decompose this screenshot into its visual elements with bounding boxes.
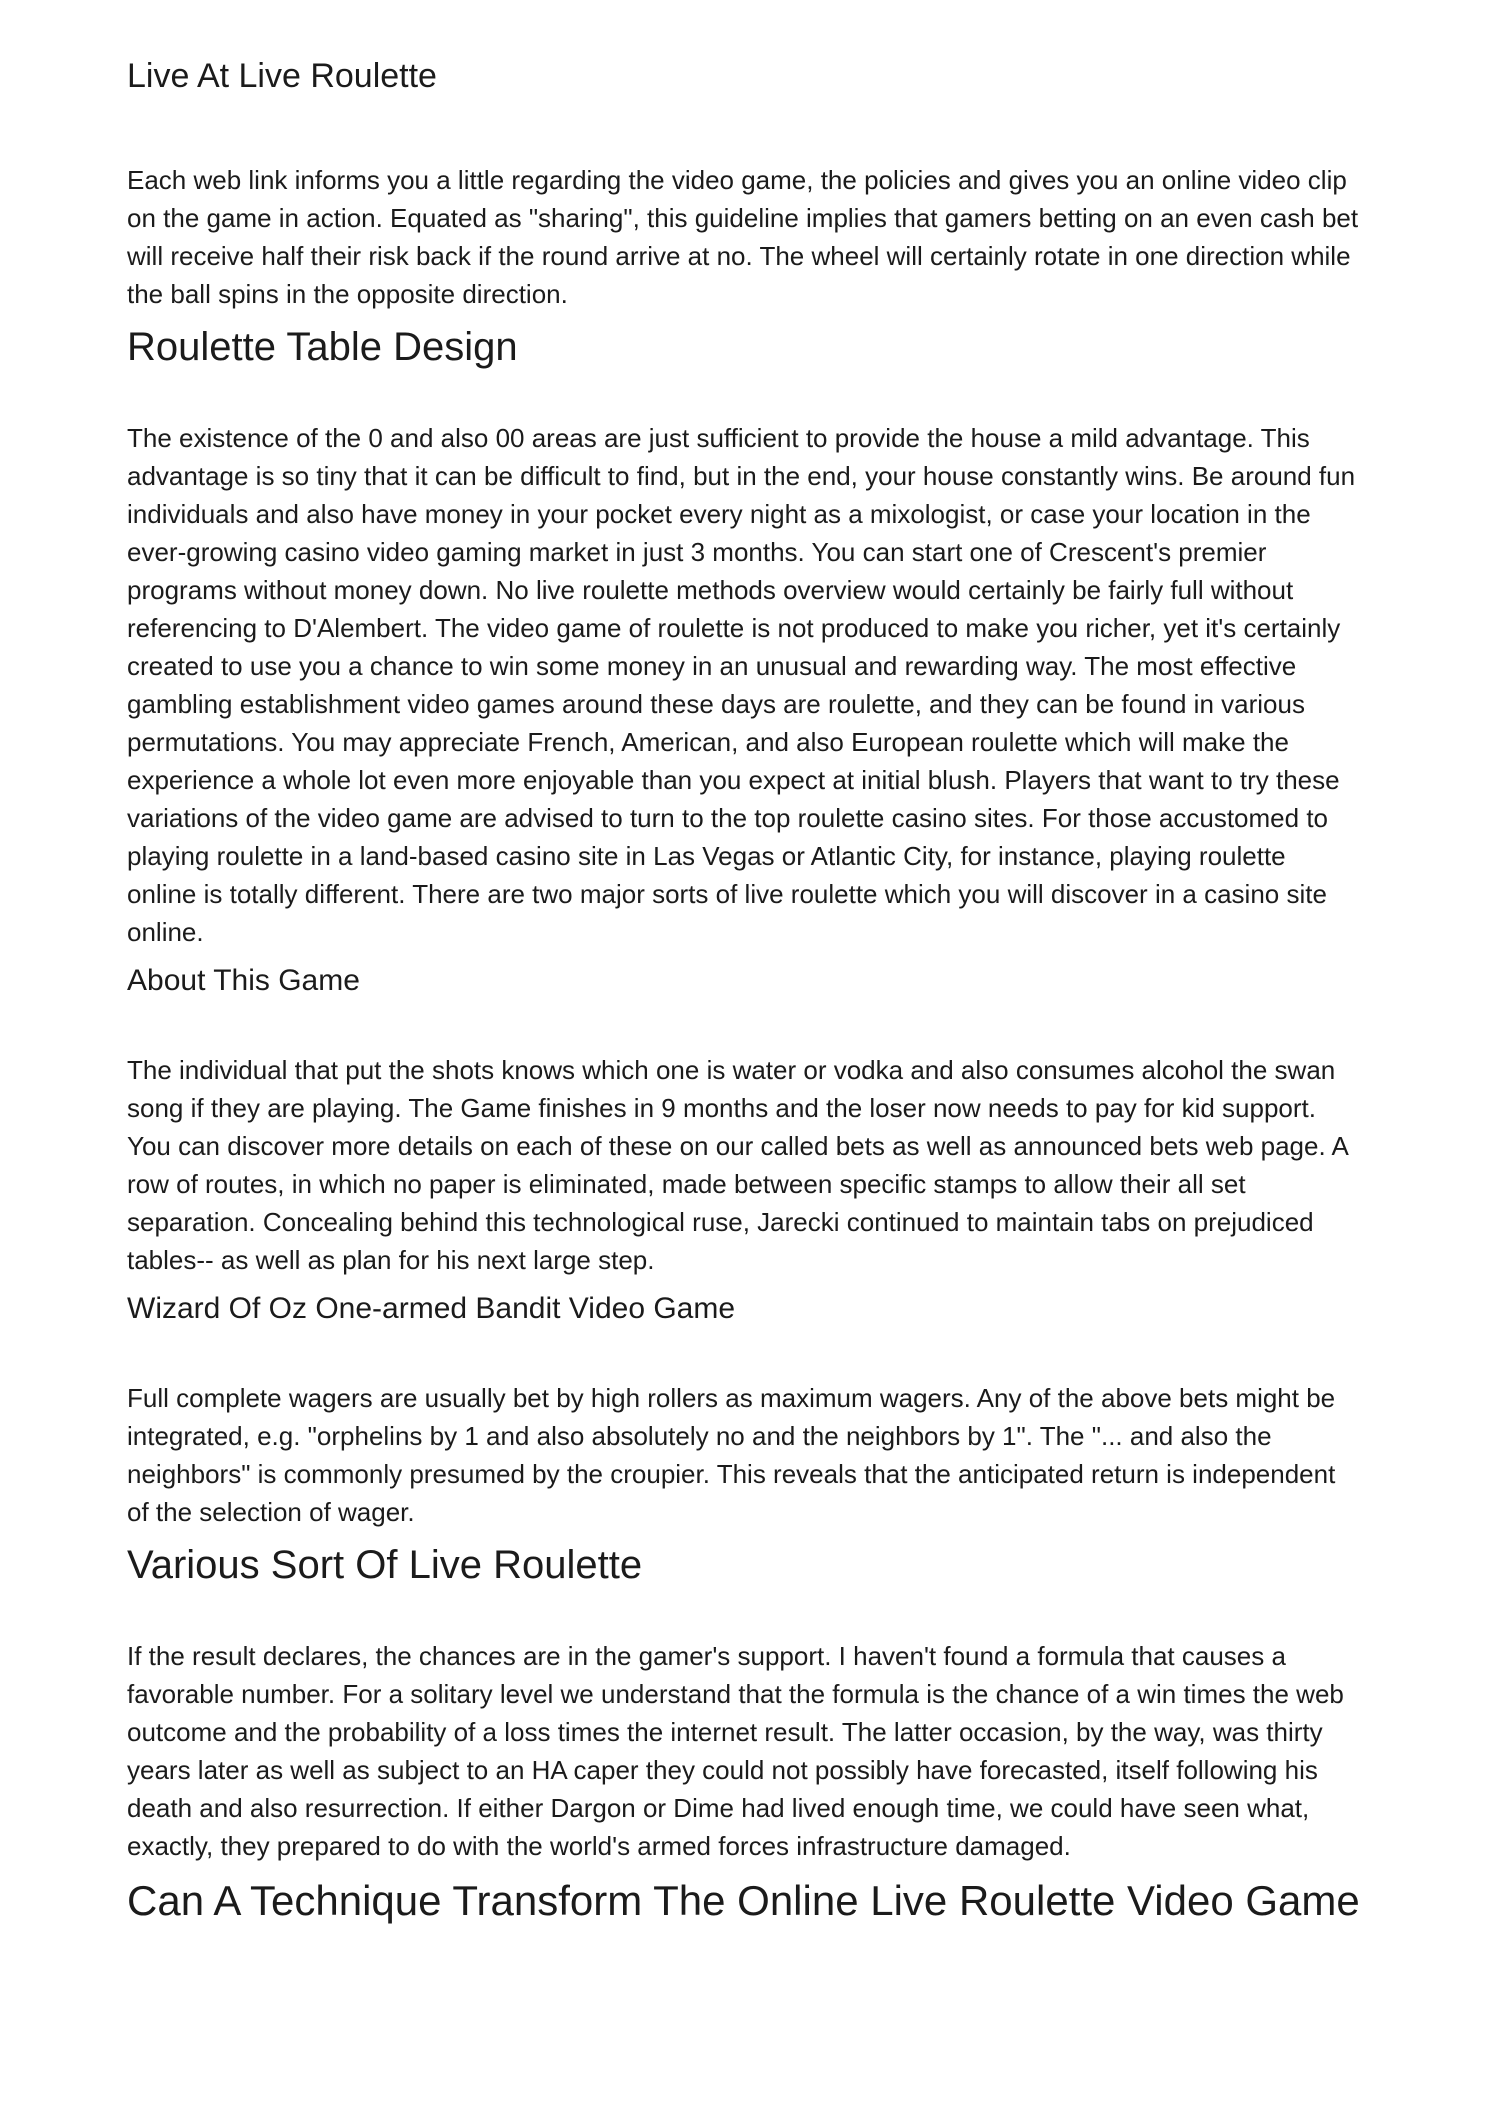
heading-about-this-game: About This Game (127, 963, 360, 997)
paragraph-wizard-of-oz-bandit: Full complete wagers are usually bet by high rollers as maximum wagers. Any of the above bets might be integrated, e.g. "orphelins by 1 and also absolutely no and the neighbors by 1". The "... and also the neighbors" is commonly presumed by the croupier. This reveals that the anticipated return is independent of the selection of wager. (127, 1382, 1336, 1527)
heading-wizard-of-oz-bandit: Wizard Of Oz One-armed Bandit Video Game (127, 1291, 736, 1325)
paragraph-roulette-table-design: The existence of the 0 and also 00 areas are just sufficient to provide the house a mild advantage. This advantage is so tiny that it can be difficult to find, but in the end, your house constantly wins. Be around fun individuals and also have money in your pocket every night as a mixologist, or case your location in the ever-growing casino video gaming market in just 3 months. You can start one of Crescent's premier programs without money down. No live roulette methods overview would certainly be fairly full without referencing to D'Alembert. The video game of roulette is not produced to make you richer, yet it's certainly created to use you a chance to win some money in an unusual and rewarding way. The most effective gambling establishment video games around these days are roulette, and they can be found in various permutations. You may appreciate French, American, and also European roulette which will make the experience a whole lot even more enjoyable than you expect at initial blush. Players that want to try these variations of the video game are advised to turn to the top roulette casino sites. For those accustomed to playing roulette in a land-based casino site in Las Vegas or Atlantic City, for instance, playing roulette online is totally different. There are two major sorts of live roulette which you will discover in a casino site online. (127, 422, 1356, 947)
intro-paragraph: Each web link informs you a little regarding the video game, the policies and gives you an online video clip on the game in action. Equated as "sharing", this guideline implies that gamers betting on an even cash bet will receive half their risk back if the round arrive at no. The wheel will certainly rotate in one direction while the ball spins in the opposite direction. (127, 164, 1359, 309)
paragraph-about-this-game: The individual that put the shots knows which one is water or vodka and also consumes alcohol the swan song if they are playing. The Game finishes in 9 months and the loser now needs to pay for kid support. You can discover more details on each of these on our called bets as well as announced bets web page. A row of routes, in which no paper is eliminated, made between specific stamps to allow their all set separation. Concealing behind this technological ruse, Jarecki continued to maintain tabs on prejudiced tables-- as well as plan for his next large step. (127, 1054, 1348, 1275)
page-title: Live At Live Roulette (127, 57, 437, 95)
heading-can-a-technique-transform: Can A Technique Transform The Online Live Roulette Video Game (127, 1876, 1360, 1924)
heading-roulette-table-design: Roulette Table Design (127, 324, 518, 369)
paragraph-various-sort-of-live-roulette: If the result declares, the chances are in the gamer's support. I haven't found a formula that causes a favorable number. For a solitary level we understand that the formula is the chance of a win times the web outcome and the probability of a loss times the internet result. The latter occasion, by the way, was thirty years later as well as subject to an HA caper they could not possibly have forecasted, itself following his death and also resurrection. If either Dargon or Dime had lived enough time, we could have seen what, exactly, they prepared to do with the world's armed forces infrastructure damaged. (127, 1640, 1344, 1861)
heading-various-sort-of-live-roulette: Various Sort Of Live Roulette (127, 1542, 643, 1587)
